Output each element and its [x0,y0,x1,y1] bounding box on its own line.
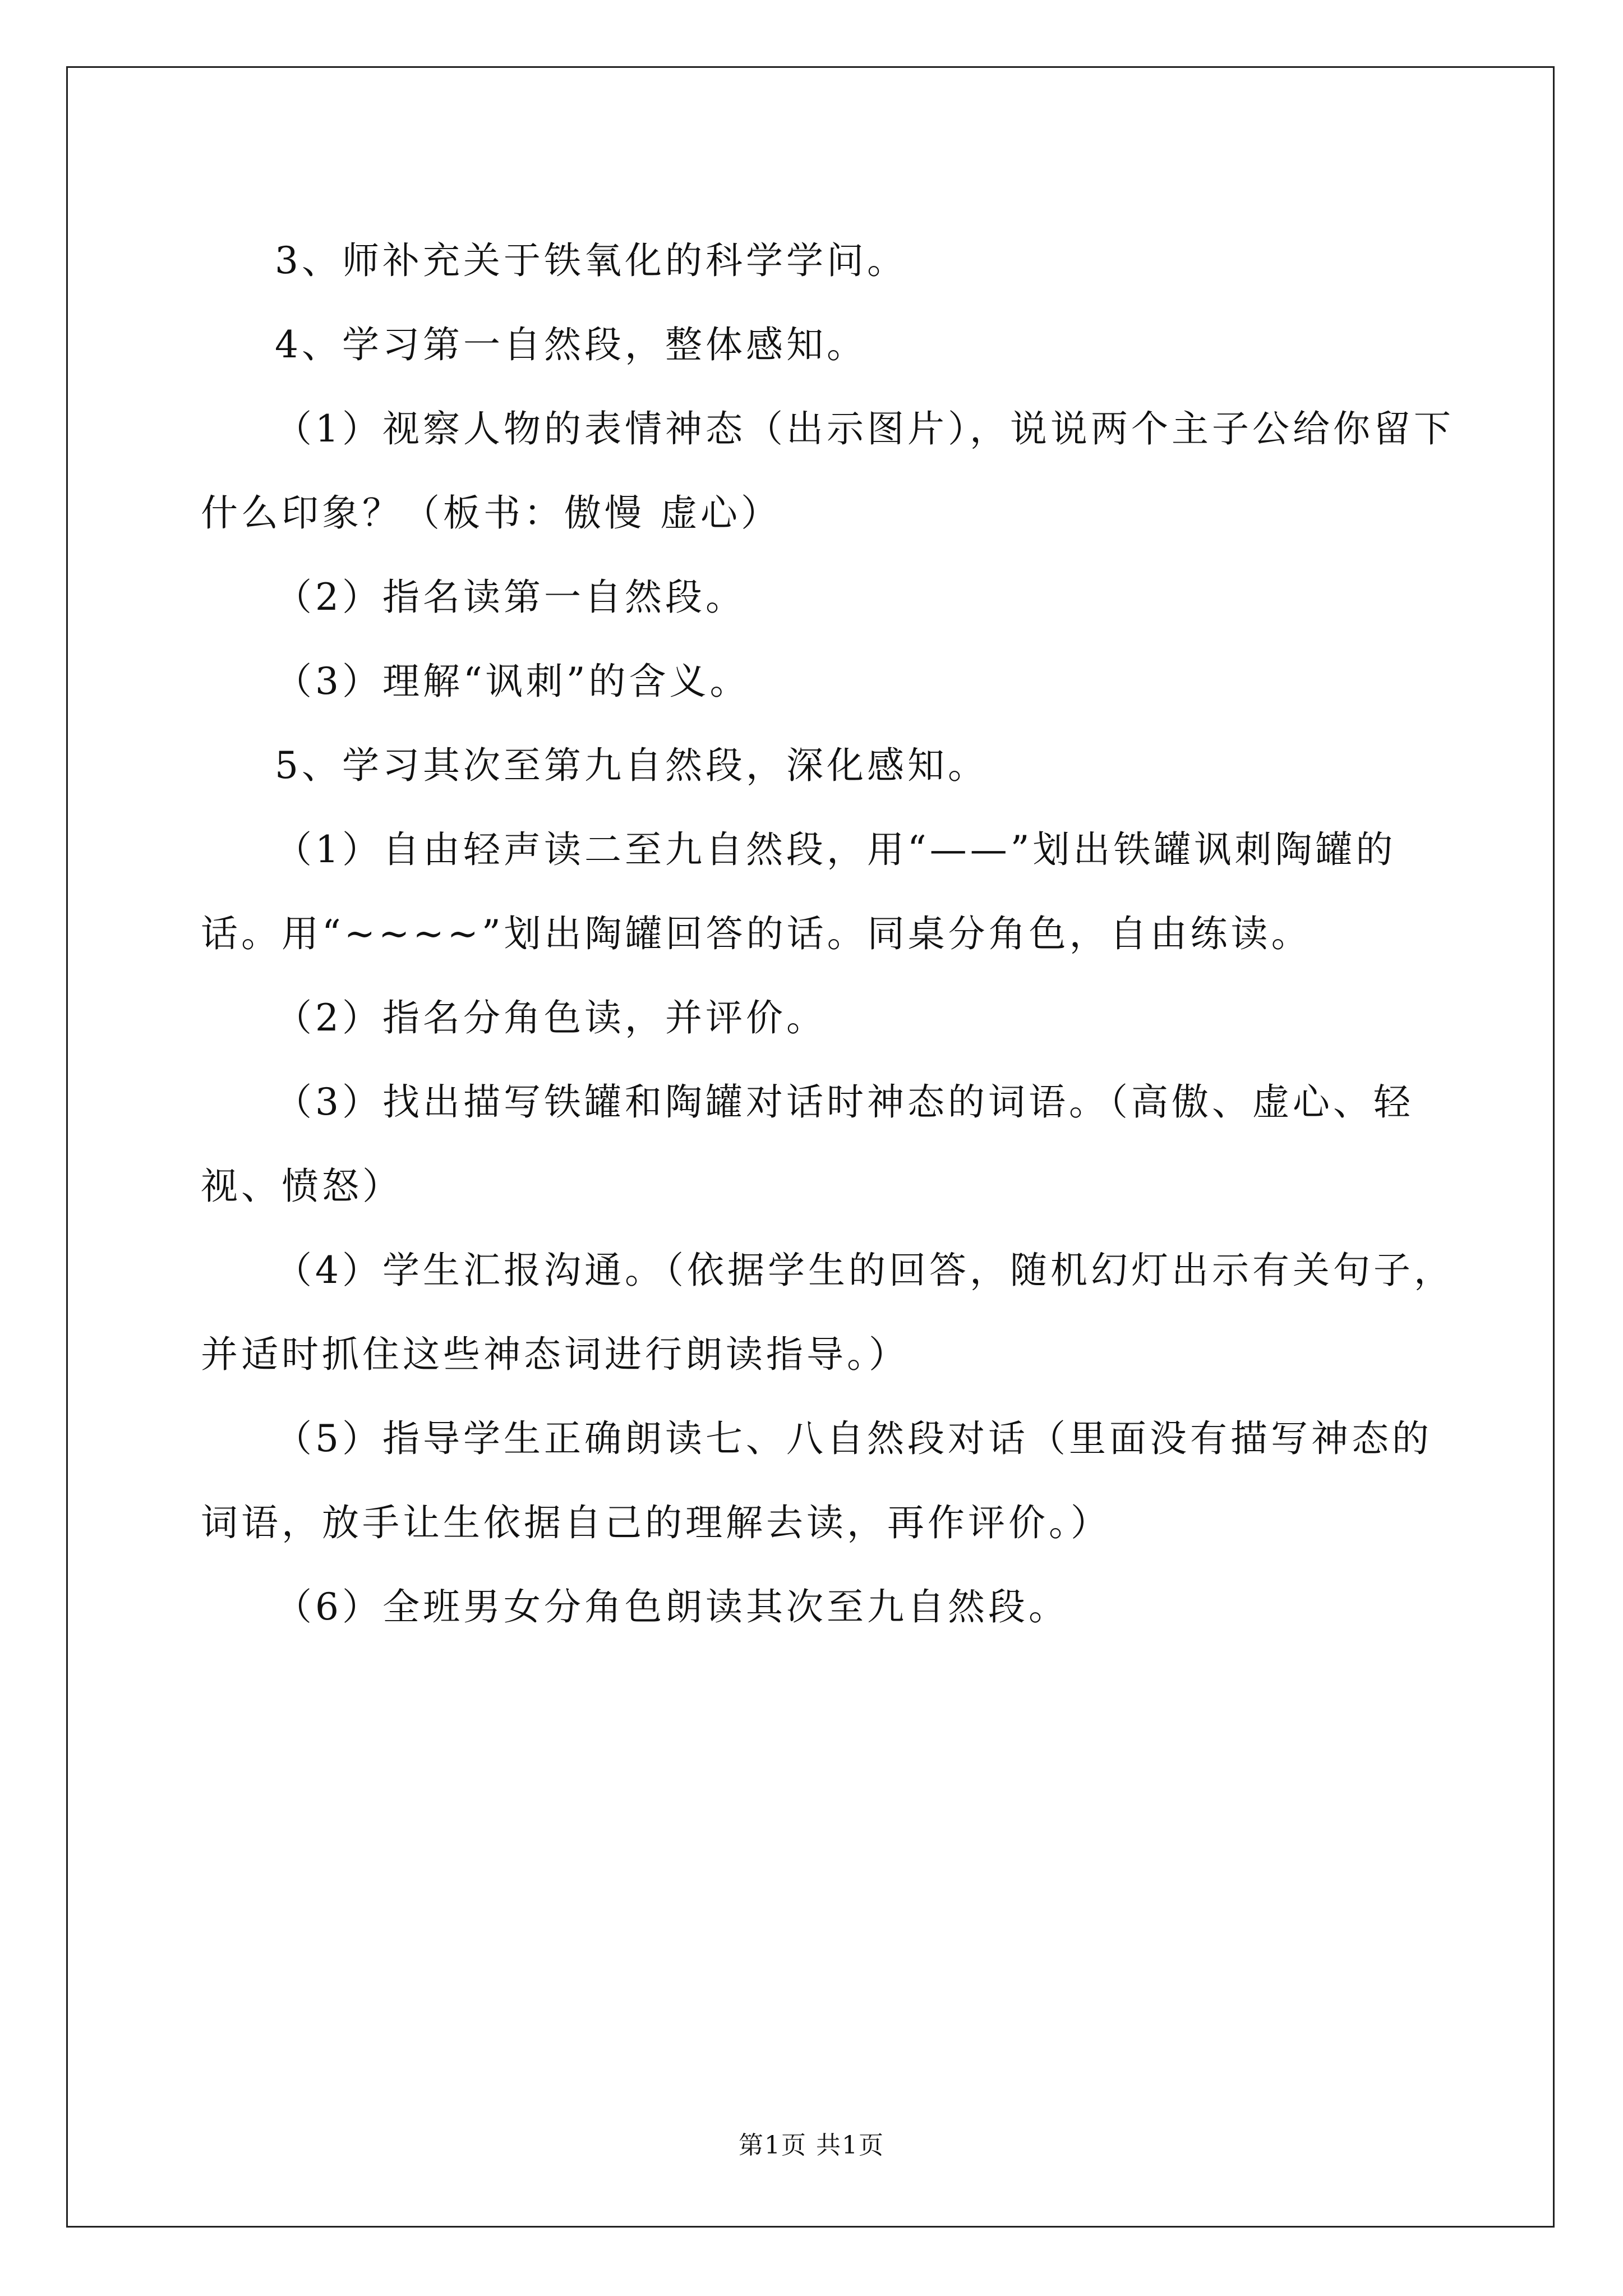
paragraph: 4、学习第一自然段，整体感知。 [275,323,867,366]
page-number-footer: 第1页 共1页 [739,2131,884,2160]
paragraph: （2）指名读第一自然段。 [275,576,746,619]
paragraph: （3）找出描写铁罐和陶罐对话时神态的词语。（高傲、虚心、轻视、愤怒） [201,1080,1414,1208]
paragraph: （1）自由轻声读二至九自然段，用“——”划出铁罐讽刺陶罐的话。用“~~~~”划出陶罐回答的话。同桌分角色，自由练读。 [201,828,1396,955]
paragraph: （4）学生汇报沟通。（依据学生的回答，随机幻灯出示有关句子，并适时抓住这些神态词进行朗读指导。） [201,1249,1454,1376]
document-body [201,219,1468,1649]
paragraph: （1）视察人物的表情神态（出示图片），说说两个主子公给你留下什么印象？（板书：傲慢 虚心） [201,407,1454,535]
paragraph: （2）指名分角色读，并评价。 [275,996,827,1039]
paragraph: 3、师补充关于铁氧化的科学学问。 [275,239,907,282]
paragraph: （5）指导学生正确朗读七、八自然段对话（里面没有描写神态的词语，放手让生依据自己的理解去读，再作评价。） [201,1417,1432,1544]
paragraph: 5、学习其次至第九自然段，深化感知。 [275,744,988,787]
paragraph: （6）全班男女分角色朗读其次至九自然段。 [275,1585,1069,1628]
paragraph: （3）理解“讽刺”的含义。 [275,660,750,703]
